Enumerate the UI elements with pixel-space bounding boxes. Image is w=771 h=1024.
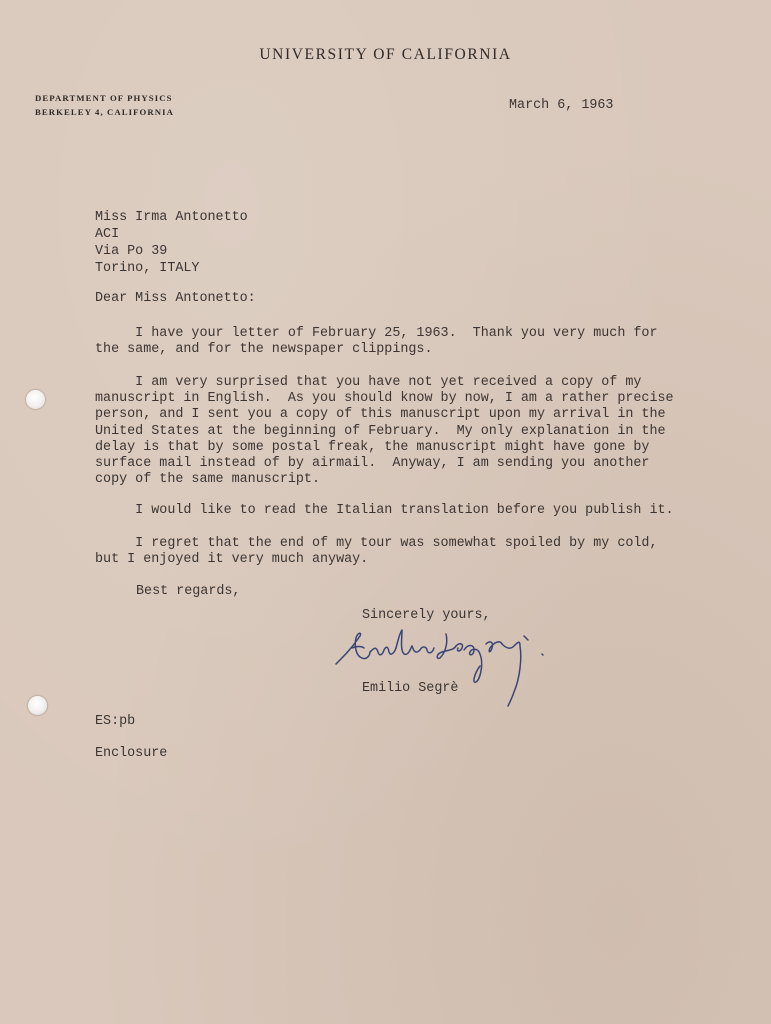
body-line: person, and I sent you a copy of this manuscript upon my arrival in the — [95, 407, 666, 423]
recipient-organization: ACI — [95, 227, 120, 242]
handwritten-signature — [330, 622, 580, 722]
body-line: but I enjoyed it very much anyway. — [95, 552, 369, 568]
body-paragraph-1 — [95, 326, 695, 358]
body-line: I would like to read the Italian translation before you publish it. — [95, 503, 674, 518]
body-paragraph-2 — [95, 375, 695, 488]
body-line: delay is that by some postal freak, the manuscript might have gone by — [95, 439, 650, 455]
body-line: I am very surprised that you have not yet received a copy of my — [95, 375, 642, 390]
enclosure-note: Enclosure — [95, 746, 168, 761]
body-line: manuscript in English. As you should know by now, I am a rather precise — [95, 391, 674, 407]
reference-initials: ES:pb — [95, 714, 136, 729]
letter-date: March 6, 1963 — [509, 98, 614, 113]
sign-off: Sincerely yours, — [362, 608, 491, 623]
recipient-name: Miss Irma Antonetto — [95, 210, 248, 225]
department-location: BERKELEY 4, CALIFORNIA — [35, 107, 175, 117]
punch-hole-top — [26, 390, 45, 409]
salutation: Dear Miss Antonetto: — [95, 291, 256, 306]
recipient-street: Via Po 39 — [95, 244, 168, 259]
body-line: copy of the same manuscript. — [95, 472, 320, 488]
body-line: I regret that the end of my tour was somewhat spoiled by my cold, — [95, 536, 658, 551]
body-paragraph-4 — [95, 536, 695, 568]
recipient-address — [95, 209, 248, 277]
body-line: I have your letter of February 25, 1963. Thank you very much for — [95, 326, 658, 341]
punch-hole-bottom — [28, 696, 47, 715]
body-line: the same, and for the newspaper clippings. — [95, 342, 433, 358]
closing: Best regards, — [136, 584, 241, 599]
letterhead-university: UNIVERSITY OF CALIFORNIA — [259, 46, 512, 63]
body-paragraph-3 — [95, 503, 695, 519]
typed-signer-name: Emilio Segrè — [362, 681, 459, 696]
department-name: DEPARTMENT OF PHYSICS — [35, 93, 173, 103]
letterhead-department — [35, 91, 174, 119]
body-line: United States at the beginning of February. My only explanation in the — [95, 423, 666, 439]
recipient-city: Torino, ITALY — [95, 261, 200, 276]
body-line: surface mail instead of by airmail. Anyway, I am sending you another — [95, 456, 650, 472]
